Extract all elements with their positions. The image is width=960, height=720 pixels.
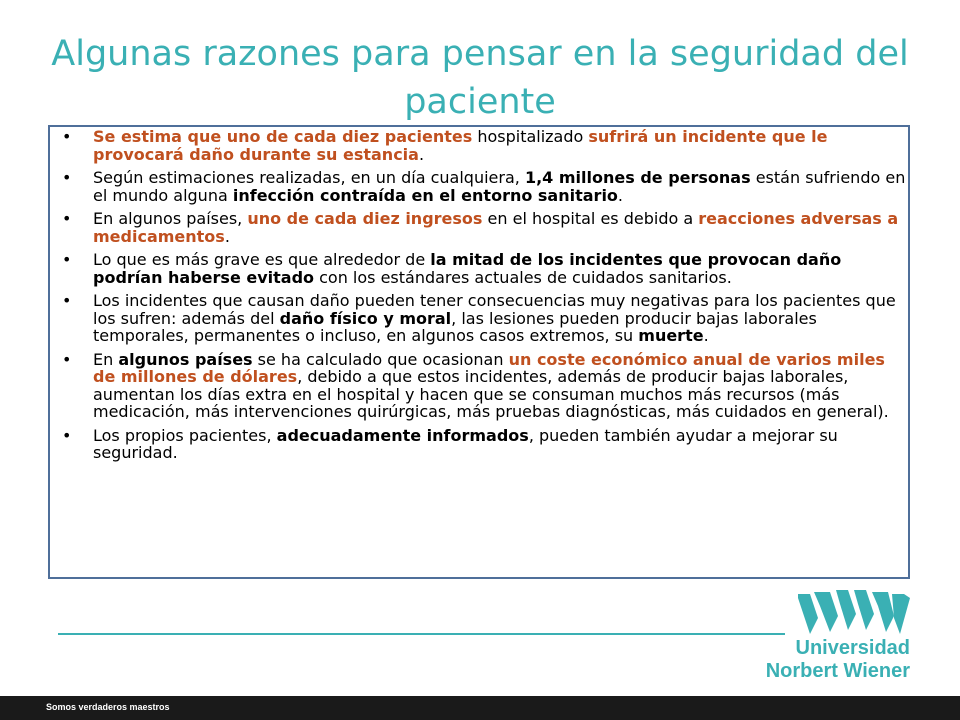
- bullet-text-run: están sufriendo en el mundo alguna: [93, 168, 906, 205]
- bullet-text-run: .: [617, 185, 624, 205]
- bullet-text-run: Lo que es más grave es que alrededor de: [93, 250, 431, 269]
- bullet-marker: •: [62, 168, 72, 187]
- bullet-text-run: hospitalizado: [472, 127, 589, 146]
- bullet-item: [62, 169, 910, 204]
- bullet-text-run: en el hospital es debido a: [482, 209, 699, 228]
- bullet-marker: •: [62, 127, 72, 146]
- divider-line: [58, 633, 785, 635]
- bullet-item: [62, 427, 910, 462]
- bullet-marker: •: [62, 291, 72, 310]
- bullet-list: [62, 128, 910, 468]
- bullet-item: [62, 128, 910, 163]
- bullet-marker: •: [62, 209, 72, 228]
- bullet-text-run: un coste económico anual de varios miles de millones de dólares: [93, 349, 885, 386]
- bullet-marker: •: [62, 250, 72, 269]
- bullet-text-run: con los estándares actuales de cuidados sanitarios.: [314, 267, 732, 287]
- bullet-marker: •: [62, 349, 72, 369]
- bullet-text-run: .: [418, 144, 425, 164]
- bullet-text-run: , las lesiones pueden producir bajas laborales temporales, permanentes o incluso, en algunos casos extremos, su: [93, 308, 817, 345]
- bullet-text-run: uno de cada diez ingresos: [247, 209, 483, 228]
- footer-text: Somos verdaderos maestros: [46, 702, 170, 712]
- logo-name-line1: Universidad: [795, 637, 910, 659]
- logo-name-line2: Norbert Wiener: [765, 660, 910, 682]
- bullet-text-run: En: [93, 349, 119, 369]
- slide-title: Algunas razones para pensar en la seguridad del paciente: [51, 34, 909, 122]
- bullet-item: [62, 351, 910, 421]
- bullet-text-run: adecuadamente informados: [276, 425, 529, 445]
- bullet-text-run: algunos países: [118, 349, 253, 369]
- bullet-marker: •: [62, 425, 72, 445]
- bullet-text-run: , pueden también ayudar a mejorar su seguridad.: [93, 425, 838, 462]
- bullet-item: [62, 292, 910, 345]
- bullet-text-run: 1,4 millones de personas: [524, 168, 751, 187]
- bullet-text-run: Según estimaciones realizadas, en un día cualquiera,: [93, 168, 525, 187]
- bullet-text-run: daño físico y moral: [279, 308, 452, 328]
- bullet-text-run: .: [224, 226, 230, 246]
- bullet-text-run: En algunos países,: [93, 209, 248, 228]
- bullet-text-run: Los propios pacientes,: [93, 425, 277, 445]
- bullet-text-run: infección contraída en el entorno sanitario: [232, 185, 618, 205]
- bullet-text-run: se ha calculado que ocasionan: [252, 349, 509, 369]
- bullet-text-run: Se estima que uno de cada diez pacientes: [93, 127, 473, 146]
- bullet-text-run: reacciones adversas a medicamentos: [93, 209, 899, 246]
- bullet-text-run: la mitad de los incidentes que provocan daño podrían haberse evitado: [93, 250, 842, 287]
- bullet-text-run: .: [703, 326, 709, 345]
- bullet-item: [62, 251, 910, 286]
- bullet-item: [62, 210, 910, 245]
- bullet-text-run: , debido a que estos incidentes, además de producir bajas laborales, aumentan los días extra en el hospital y hacen que se consuman muchos más recursos (más medicación, más intervenciones quirúrgicas, más pruebas diagnósticas, más cuidados en general).: [93, 367, 889, 421]
- bullet-text-run: Los incidentes que causan daño pueden tener consecuencias muy negativas para los pacientes que los sufren: además del: [93, 291, 896, 328]
- bullet-text-run: muerte: [638, 326, 704, 345]
- footer-bar: [0, 696, 960, 720]
- bullet-text-run: sufrirá un incidente que le provocará daño durante su estancia: [93, 127, 828, 164]
